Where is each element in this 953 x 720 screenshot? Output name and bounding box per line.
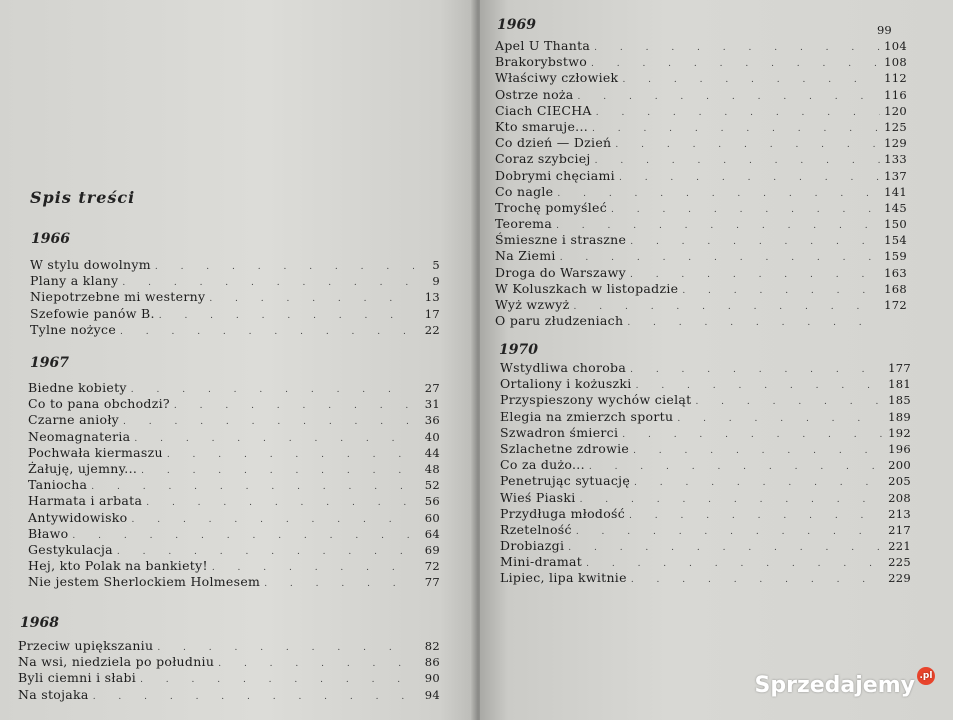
- toc-entry: [18, 654, 440, 670]
- entry-title: Harmata i arbata: [28, 493, 143, 509]
- entry-page-number: 77: [424, 575, 440, 590]
- entry-page-number: 217: [888, 522, 911, 537]
- toc-entry: [495, 70, 907, 86]
- entry-title: Niepotrzebne mi westerny: [30, 289, 206, 305]
- dot-leader: [578, 89, 881, 105]
- entry-title: Co to pana obchodzi?: [28, 396, 170, 412]
- entry-page-number: 125: [884, 119, 907, 134]
- entry-title: Szwadron śmierci: [500, 424, 619, 440]
- entry-page-number: 181: [888, 377, 911, 392]
- dot-leader: [123, 414, 414, 430]
- dot-leader: [576, 524, 884, 540]
- toc-entry: [500, 441, 911, 457]
- entry-title: Wyż wzwyż: [495, 297, 570, 312]
- toc-entry: [495, 200, 907, 216]
- toc-entry: [28, 380, 440, 396]
- toc-entry: [495, 232, 907, 248]
- toc-entry: [28, 412, 440, 428]
- entry-page-number: 225: [888, 555, 911, 570]
- entry-title: O paru złudzeniach: [495, 313, 624, 329]
- dot-leader: [72, 528, 414, 544]
- toc-entry: [500, 490, 911, 506]
- entry-title: Tylne nożyce: [30, 321, 117, 337]
- toc-entry: [495, 54, 907, 70]
- entry-title: Trochę pomyśleć: [495, 199, 608, 215]
- dot-leader: [131, 382, 414, 398]
- entry-page-number: 56: [424, 494, 440, 509]
- entry-title: Na wsi, niedziela po południu: [18, 654, 215, 670]
- toc-entry: [28, 558, 440, 574]
- toc-entry: [495, 265, 907, 281]
- entry-page-number: 150: [884, 217, 907, 232]
- entry-title: Przeciw upiększaniu: [18, 638, 154, 653]
- section-year-1968: 1968: [20, 615, 59, 631]
- entry-title: Na stojaka: [18, 686, 89, 702]
- dot-leader: [682, 283, 880, 299]
- entry-page-number: 27: [424, 381, 440, 395]
- entry-page-number: 90: [424, 671, 440, 686]
- entry-page-number: 205: [888, 474, 911, 489]
- toc-entry: [495, 216, 907, 232]
- entry-title: W stylu dowolnym: [30, 257, 151, 272]
- toc-entry: [30, 257, 440, 273]
- toc-entry: [495, 151, 907, 167]
- entry-page-number: 192: [888, 425, 911, 440]
- entry-title: Dobrymi chęciami: [495, 167, 615, 183]
- dot-leader: [622, 427, 884, 443]
- dot-leader: [141, 463, 414, 479]
- entry-page-number: 229: [888, 571, 911, 586]
- entry-title: Mini-dramat: [500, 554, 583, 570]
- dot-leader: [264, 576, 414, 592]
- entry-title: Ostrze noża: [495, 86, 574, 102]
- toc-entry: [500, 409, 911, 425]
- entry-page-number: 213: [888, 506, 911, 521]
- toc-entry: [495, 248, 907, 264]
- dot-leader: [631, 572, 884, 588]
- dot-leader: [146, 495, 414, 511]
- dot-leader: [132, 512, 415, 528]
- toc-entry: [28, 429, 440, 445]
- dot-leader: [592, 121, 880, 137]
- dot-leader: [633, 443, 884, 459]
- dot-leader: [174, 398, 414, 414]
- entry-title: Hej, kto Polak na bankiety!: [28, 558, 208, 574]
- entry-title: Taniocha: [28, 477, 88, 493]
- entry-title: Lipiec, lipa kwitnie: [500, 570, 627, 586]
- entry-page-number: 48: [424, 461, 440, 476]
- section-year-1967: 1967: [30, 355, 69, 371]
- entry-title: Właściwy człowiek: [495, 70, 619, 86]
- entry-title: Penetrując sytuację: [500, 473, 631, 489]
- entry-page-number: 196: [888, 441, 911, 456]
- watermark-logo: [755, 673, 936, 698]
- entry-page-number: 108: [884, 55, 907, 70]
- entry-page-number: 69: [424, 542, 440, 557]
- toc-entry: [495, 135, 907, 151]
- dot-leader: [629, 508, 884, 524]
- toc-entry: [500, 473, 911, 489]
- entry-title: Ciach CIECHA: [495, 102, 592, 118]
- toc-entry: [500, 506, 911, 522]
- toc-title: Spis treści: [30, 188, 136, 207]
- dot-leader: [695, 394, 884, 410]
- toc-entry: [30, 322, 440, 338]
- toc-entry: [28, 396, 440, 412]
- entry-title: Bławo: [28, 525, 69, 541]
- toc-entry: [28, 526, 440, 542]
- section-1968-list: [18, 638, 440, 703]
- entry-page-number: 52: [424, 478, 440, 493]
- toc-entry: [495, 119, 907, 135]
- entry-title: Gestykulacja: [28, 541, 113, 557]
- entry-page-number: 112: [884, 71, 907, 86]
- toc-entry: [495, 168, 907, 184]
- toc-entry: [500, 457, 911, 473]
- entry-title: Coraz szybciej: [495, 151, 591, 167]
- toc-entry: [30, 273, 440, 289]
- entry-page-number: 177: [888, 361, 911, 375]
- dot-leader: [568, 540, 884, 556]
- toc-entry: [495, 103, 907, 119]
- entry-page-number: 172: [884, 298, 907, 312]
- entry-page-number: 154: [884, 233, 907, 248]
- dot-leader: [580, 492, 885, 508]
- entry-page-number: 17: [424, 306, 440, 321]
- dot-leader: [627, 315, 881, 331]
- toc-entry: [495, 38, 907, 54]
- entry-page-number: 185: [888, 393, 911, 408]
- dot-leader: [159, 308, 414, 324]
- toc-entry: [495, 313, 907, 329]
- entry-title: Plany a klany: [30, 273, 119, 289]
- toc-entry: [28, 574, 440, 590]
- toc-entry: [500, 554, 911, 570]
- entry-title: Co za dużo...: [500, 457, 585, 473]
- toc-entry: [28, 477, 440, 493]
- toc-entry: [495, 87, 907, 103]
- dot-leader: [634, 475, 884, 491]
- entry-page-number: 159: [884, 249, 907, 264]
- dot-leader: [630, 362, 884, 378]
- entry-page-number: 116: [884, 87, 907, 102]
- entry-page-number: 104: [884, 39, 907, 53]
- entry-title: Szlachetne zdrowie: [500, 440, 630, 456]
- entry-title: Apel U Thanta: [495, 38, 591, 53]
- toc-entry: [28, 445, 440, 461]
- entry-title: Przyspieszony wychów cieląt: [500, 392, 692, 408]
- entry-title: Elegia na zmierzch sportu: [500, 408, 674, 424]
- toc-entry: [500, 538, 911, 554]
- entry-page-number: 22: [424, 322, 440, 337]
- entry-title: Czarne anioły: [28, 412, 120, 428]
- dot-leader: [594, 40, 880, 56]
- entry-page-number: 120: [884, 103, 907, 118]
- entry-title: Co nagle: [495, 183, 554, 199]
- section-year-1970: 1970: [499, 342, 538, 358]
- dot-leader: [167, 447, 414, 463]
- entry-page-number: 94: [424, 687, 440, 702]
- entry-page-number: 44: [424, 445, 440, 460]
- toc-entry: [28, 542, 440, 558]
- dot-leader: [155, 259, 414, 275]
- section-1969-first-page: 99: [877, 23, 892, 37]
- entry-page-number: 64: [424, 526, 440, 541]
- right-page: [480, 0, 953, 720]
- entry-title: Przydługa młodość: [500, 505, 626, 521]
- dot-leader: [622, 72, 880, 88]
- entry-page-number: 163: [884, 265, 907, 280]
- dot-leader: [209, 291, 414, 307]
- entry-page-number: 31: [424, 397, 440, 412]
- toc-entry: [28, 510, 440, 526]
- toc-entry: [495, 297, 907, 313]
- toc-entry: [28, 461, 440, 477]
- toc-entry: [500, 570, 911, 586]
- section-year-1966: 1966: [31, 231, 70, 247]
- toc-entry: [500, 392, 911, 408]
- dot-leader: [611, 202, 880, 218]
- entry-page-number: 72: [424, 559, 440, 574]
- entry-page-number: 82: [424, 639, 440, 653]
- section-year-1969: 1969: [497, 17, 536, 33]
- entry-title: Teorema: [495, 216, 553, 232]
- entry-title: Wstydliwa choroba: [500, 360, 627, 375]
- watermark-text: Sprzedajemy: [754, 673, 915, 698]
- entry-page-number: 141: [884, 184, 907, 199]
- dot-leader: [218, 656, 414, 672]
- entry-title: Biedne kobiety: [28, 380, 127, 395]
- entry-page-number: 36: [424, 413, 440, 428]
- entry-title: Drobiazgi: [500, 538, 565, 554]
- entry-title: Co dzień — Dzień: [495, 135, 612, 151]
- entry-title: Ortaliony i kożuszki: [500, 376, 632, 392]
- watermark-suffix: .pl: [917, 667, 935, 685]
- dot-leader: [589, 459, 884, 475]
- toc-entry: [18, 687, 440, 703]
- entry-page-number: 86: [424, 655, 440, 670]
- section-1969-list: [495, 38, 907, 329]
- toc-entry: [18, 638, 440, 654]
- toc-entry: [495, 184, 907, 200]
- entry-title: Na Ziemi: [495, 248, 556, 264]
- entry-page-number: 5: [432, 258, 440, 272]
- entry-title: Żałuję, ujemny...: [28, 460, 138, 476]
- entry-title: Kto smaruje...: [495, 118, 588, 134]
- dot-leader: [615, 137, 880, 153]
- entry-page-number: 40: [424, 429, 440, 444]
- entry-title: Byli ciemni i słabi: [18, 670, 137, 686]
- toc-entry: [500, 522, 911, 538]
- dot-leader: [140, 672, 414, 688]
- entry-title: Nie jestem Sherlockiem Holmesem: [28, 574, 261, 590]
- dot-leader: [677, 411, 884, 427]
- entry-title: Pochwała kiermaszu: [28, 444, 163, 460]
- dot-leader: [586, 556, 884, 572]
- dot-leader: [93, 689, 414, 705]
- entry-title: Droga do Warszawy: [495, 264, 626, 280]
- dot-leader: [596, 105, 880, 121]
- toc-entry: [18, 670, 440, 686]
- entry-page-number: 9: [432, 274, 440, 289]
- entry-title: Śmieszne i straszne: [495, 232, 627, 248]
- toc-entry: [30, 289, 440, 305]
- toc-entry: [495, 281, 907, 297]
- entry-page-number: 129: [884, 136, 907, 151]
- dot-leader: [630, 234, 880, 250]
- toc-entry: [28, 493, 440, 509]
- entry-page-number: 145: [884, 200, 907, 215]
- dot-leader: [120, 324, 414, 340]
- entry-page-number: 221: [888, 539, 911, 554]
- dot-leader: [619, 170, 880, 186]
- section-1970-list: [500, 360, 911, 587]
- entry-title: Wieś Piaski: [500, 489, 576, 505]
- entry-page-number: 189: [888, 409, 911, 424]
- entry-title: Brakorybstwo: [495, 54, 588, 70]
- dot-leader: [134, 431, 414, 447]
- section-1967-list: [28, 380, 440, 590]
- entry-title: Neomagnateria: [28, 428, 131, 444]
- entry-page-number: 200: [888, 458, 911, 473]
- entry-title: W Koluszkach w listopadzie: [495, 280, 679, 296]
- toc-entry: [500, 376, 911, 392]
- entry-page-number: 13: [424, 290, 440, 305]
- section-1966-list: [30, 257, 440, 338]
- entry-page-number: 168: [884, 281, 907, 296]
- entry-title: Szefowie panów B.: [30, 305, 155, 321]
- toc-entry: [500, 425, 911, 441]
- entry-title: Rzetelność: [500, 521, 572, 537]
- entry-page-number: 137: [884, 168, 907, 183]
- toc-entry: [500, 360, 911, 376]
- dot-leader: [595, 153, 881, 169]
- entry-page-number: 208: [888, 490, 911, 505]
- entry-title: Antywidowisko: [28, 509, 128, 525]
- entry-page-number: 133: [884, 152, 907, 167]
- toc-entry: [30, 306, 440, 322]
- dot-leader: [591, 56, 880, 72]
- entry-page-number: 60: [424, 510, 440, 525]
